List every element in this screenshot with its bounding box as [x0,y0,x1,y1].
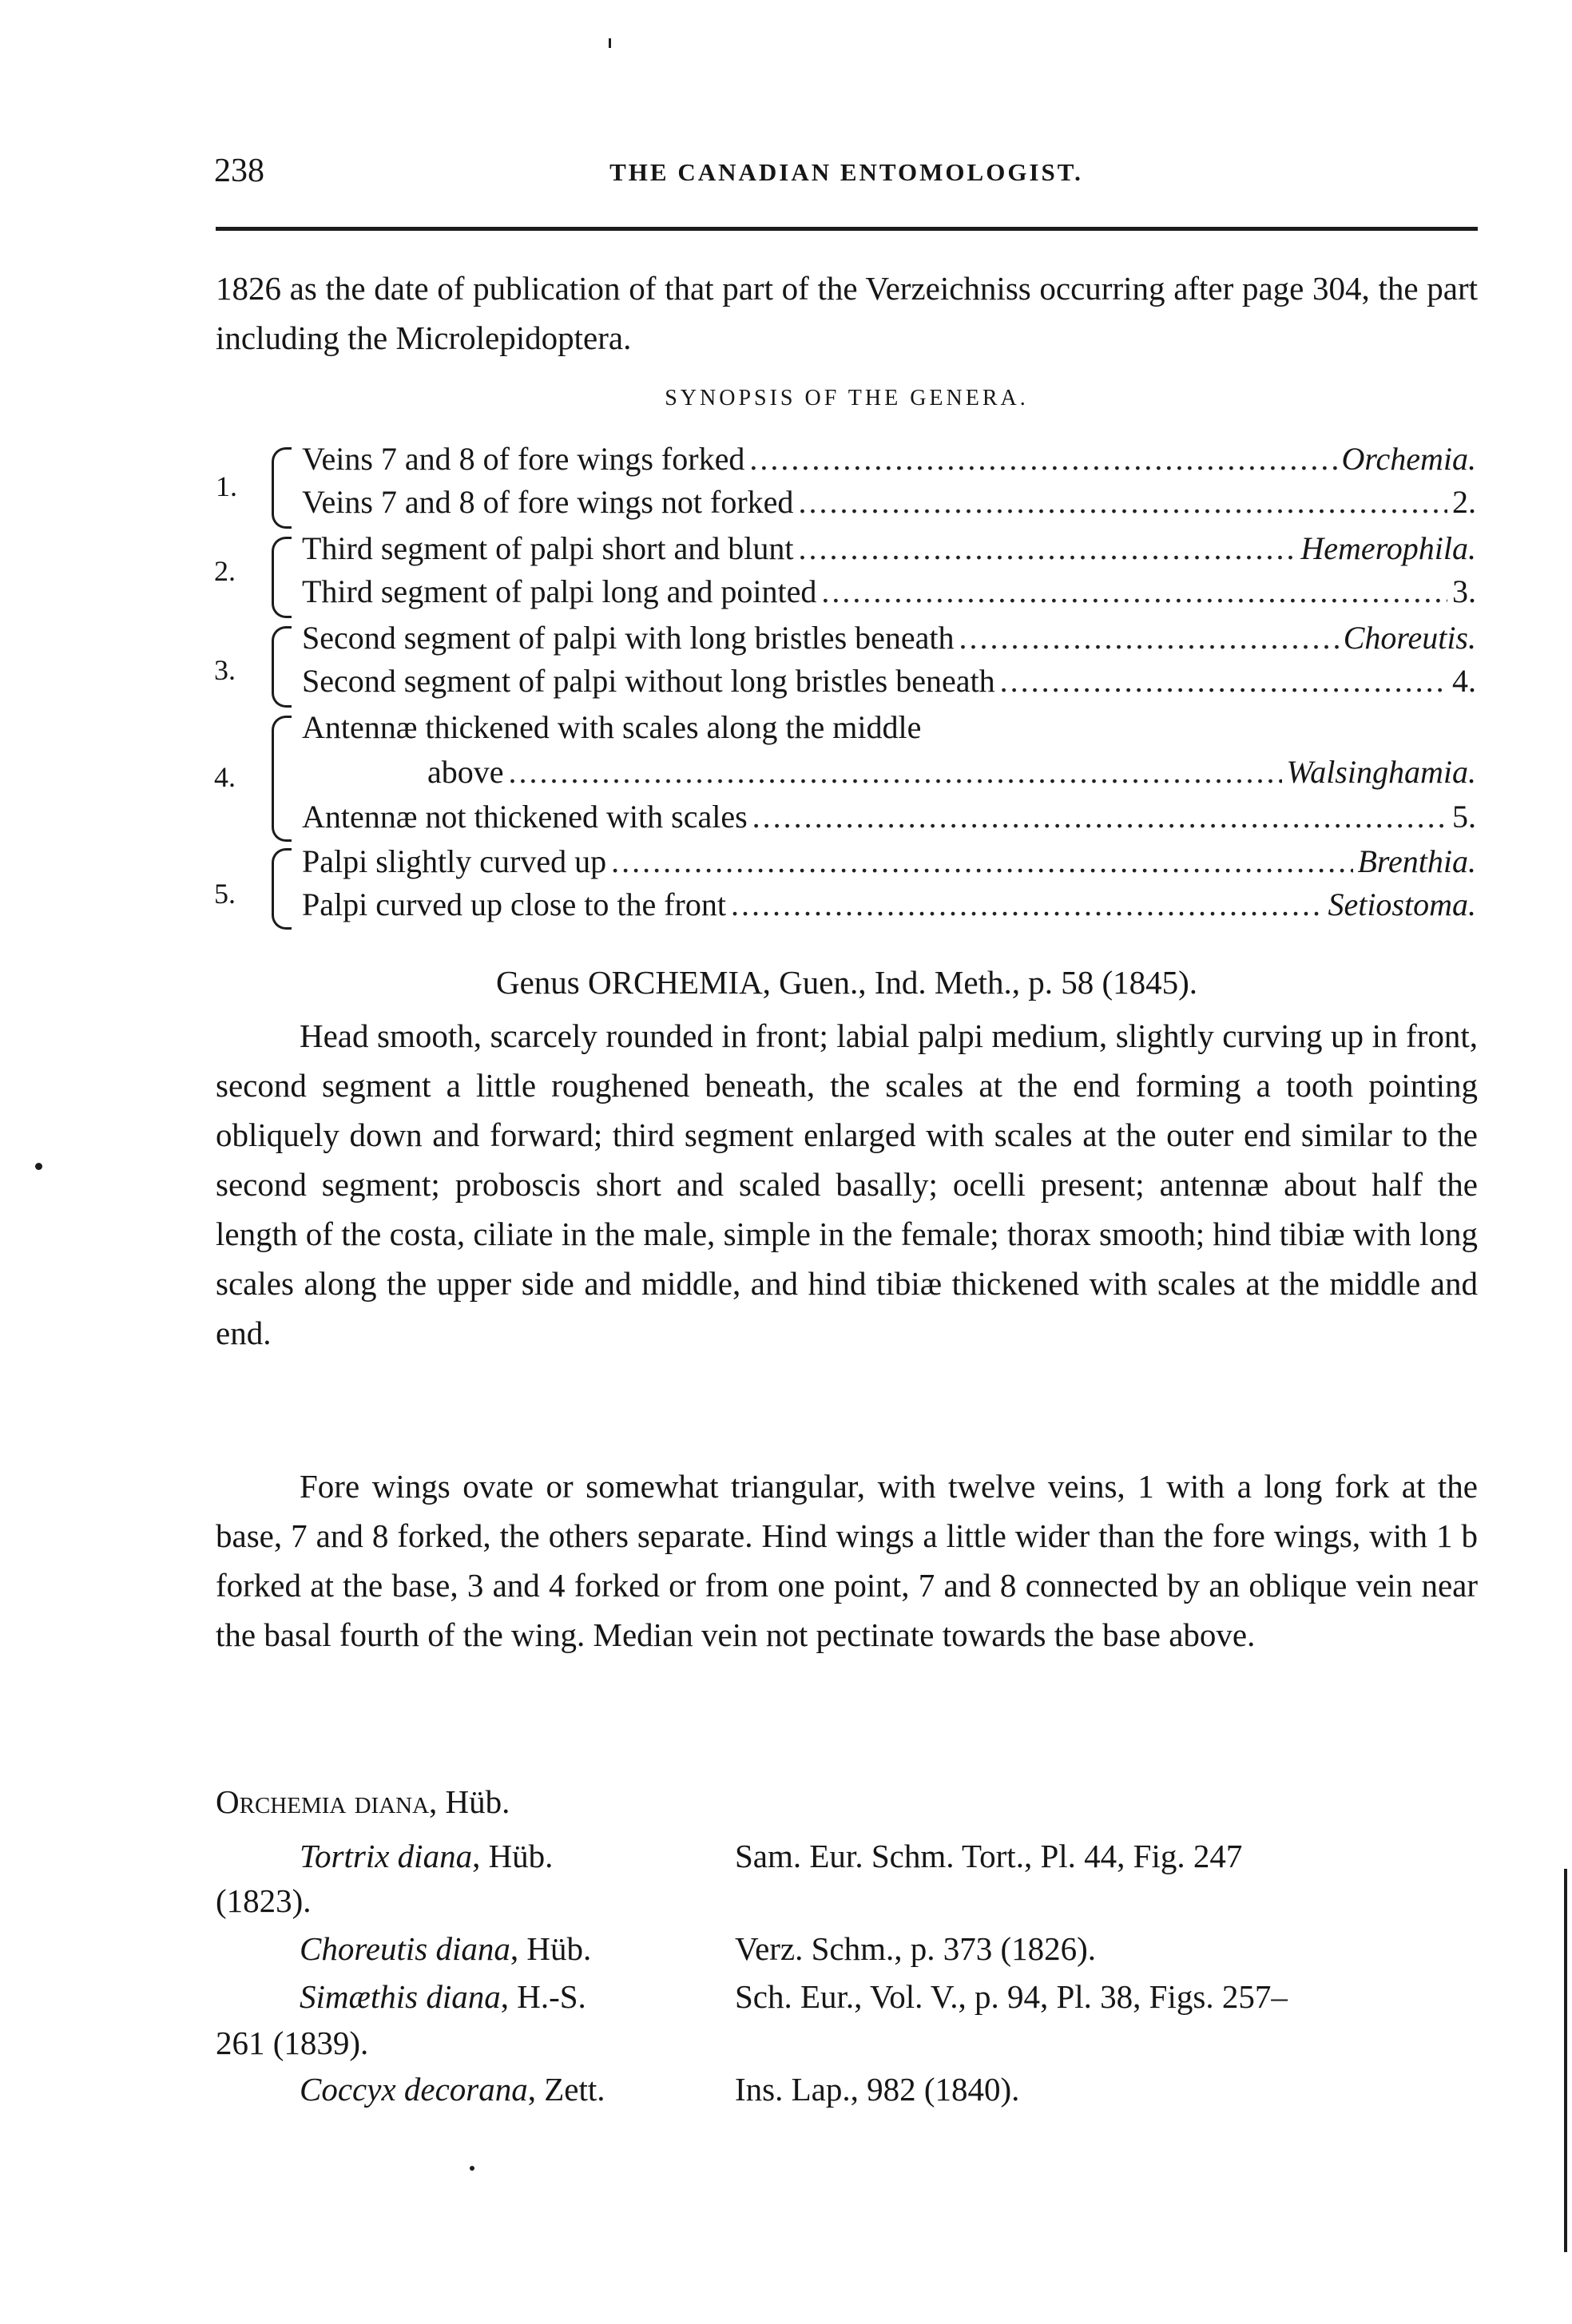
synonym-author: , Hüb. [510,1930,592,1967]
page-number: 238 [214,153,264,189]
key-text: Second segment of palpi with long bristles beneath [302,620,955,656]
key-result: 5. [1452,799,1476,835]
dot-leader [611,840,1352,883]
key-brace [272,626,292,708]
key-result: 3. [1452,573,1476,609]
synonym-name: Coccyx decorana [300,2071,528,2108]
wing-venation-paragraph: Fore wings ovate or somewhat triangular, with twelve veins, 1 with a long fork at the base, 7 and 8 forked, the others separate. Hind wings a little wider than the fore wings, with 1 b forked at the base, 3 and 4 forked or from one point, 7 and 8 connected by an oblique vein near the basal fourth of the wing. Median vein not pectinate towards the base above. [216,1468,1478,1653]
intro-paragraph: 1826 as the date of publication of that part of the Verzeichniss occurring after page 304, the part including the Microlepidoptera. [216,270,1478,356]
synopsis-title: SYNOPSIS OF THE GENERA. [665,386,1029,410]
key-row [302,706,1476,749]
synonym-continuation: 261 (1839). [216,2025,369,2061]
key-result: 4. [1452,663,1476,699]
synonym-reference: Sam. Eur. Schm. Tort., Pl. 44, Fig. 247 [735,1838,1243,1874]
key-text: Third segment of palpi short and blunt [302,530,794,566]
synonym-continuation: (1823). [216,1882,312,1919]
synonym-name-row [300,1925,591,1973]
key-result: Walsinghamia. [1286,754,1476,790]
dot-leader [1000,660,1447,703]
key-result: Hemerophila. [1300,530,1476,566]
key-row [302,795,1476,839]
key-brace [272,537,292,618]
genus-heading: Genus ORCHEMIA, Guen., Ind. Meth., p. 58 (1845). [496,964,1197,1001]
scan-dot [35,1163,42,1170]
scan-dot [470,2166,474,2171]
key-result: Orchemia. [1341,441,1476,477]
key-text: Antennæ not thickened with scales [302,799,748,835]
genus-description: Head smooth, scarcely rounded in front; labial palpi medium, slightly curving up in front, second segment a little roughened beneath, the scales at the end forming a tooth pointing obliquely down and forward; third segment enlarged with scales at the outer end similar to the second segment; proboscis short and scaled basally; ocelli present; antennæ about half the length of the costa, ciliate in the male, simple in the female; thorax smooth; hind tibiæ with long scales along the upper side and middle, and hind tibiæ thickened with scales at the middle and end. [216,1017,1478,1351]
synonym-name: Choreutis diana [300,1930,510,1967]
dot-leader [509,751,1282,794]
scan-speck [609,38,611,48]
key-brace [272,848,292,930]
synonym-name: Simæthis diana [300,1978,501,2015]
key-result: Setiostoma. [1328,886,1476,922]
running-title: THE CANADIAN ENTOMOLOGIST. [609,158,1083,186]
synonym-name-row [300,1973,586,2021]
dot-leader [959,617,1339,660]
synonym-name-row [300,1832,553,1880]
key-row [302,481,1476,524]
key-result: Brenthia. [1357,843,1476,879]
key-text: above [427,754,504,790]
key-number: 4. [214,761,236,793]
synonym-author: , Hüb. [472,1838,554,1874]
synonym-reference: Ins. Lap., 982 (1840). [735,2071,1020,2108]
dot-leader [752,795,1447,839]
key-number: 2. [214,555,236,587]
key-text: Third segment of palpi long and pointed [302,573,817,609]
key-row [302,883,1476,926]
dot-leader [731,883,1323,926]
key-number: 3. [214,654,236,686]
synonym-reference: Sch. Eur., Vol. V., p. 94, Pl. 38, Figs. 257– [735,1978,1288,2015]
key-result: 2. [1452,484,1476,520]
key-text: Veins 7 and 8 of fore wings forked [302,441,745,477]
synonym-author: , H.-S. [500,1978,586,2015]
dot-leader [821,570,1447,613]
species-name: Orchemia diana [216,1783,430,1820]
key-brace [272,447,292,529]
key-row [302,617,1476,660]
species-heading [216,1778,510,1826]
key-brace [272,716,292,842]
key-number: 5. [214,878,236,910]
running-header [214,152,1479,196]
header-rule [216,227,1478,231]
key-row [302,527,1476,570]
key-text: Second segment of palpi without long bristles beneath [302,663,995,699]
dot-leader [798,481,1447,524]
key-text: Antennæ thickened with scales along the middle [302,709,922,745]
key-text: Veins 7 and 8 of fore wings not forked [302,484,794,520]
dot-leader [749,438,1336,481]
key-text: Palpi curved up close to the front [302,886,726,922]
synonym-reference: Verz. Schm., p. 373 (1826). [735,1930,1097,1967]
key-row [302,840,1476,883]
key-row [302,438,1476,481]
key-row [427,751,1476,794]
key-row [302,570,1476,613]
key-text: Palpi slightly curved up [302,843,607,879]
species-author: , Hüb. [429,1783,510,1820]
key-row [302,660,1476,703]
scan-edge-line [1564,1869,1567,2252]
key-result: Choreutis. [1343,620,1476,656]
synonym-author: , Zett. [527,2071,605,2108]
synonym-name: Tortrix diana [300,1838,473,1874]
key-number: 1. [216,470,237,502]
synonym-name-row [300,2065,605,2113]
dot-leader [798,527,1296,570]
